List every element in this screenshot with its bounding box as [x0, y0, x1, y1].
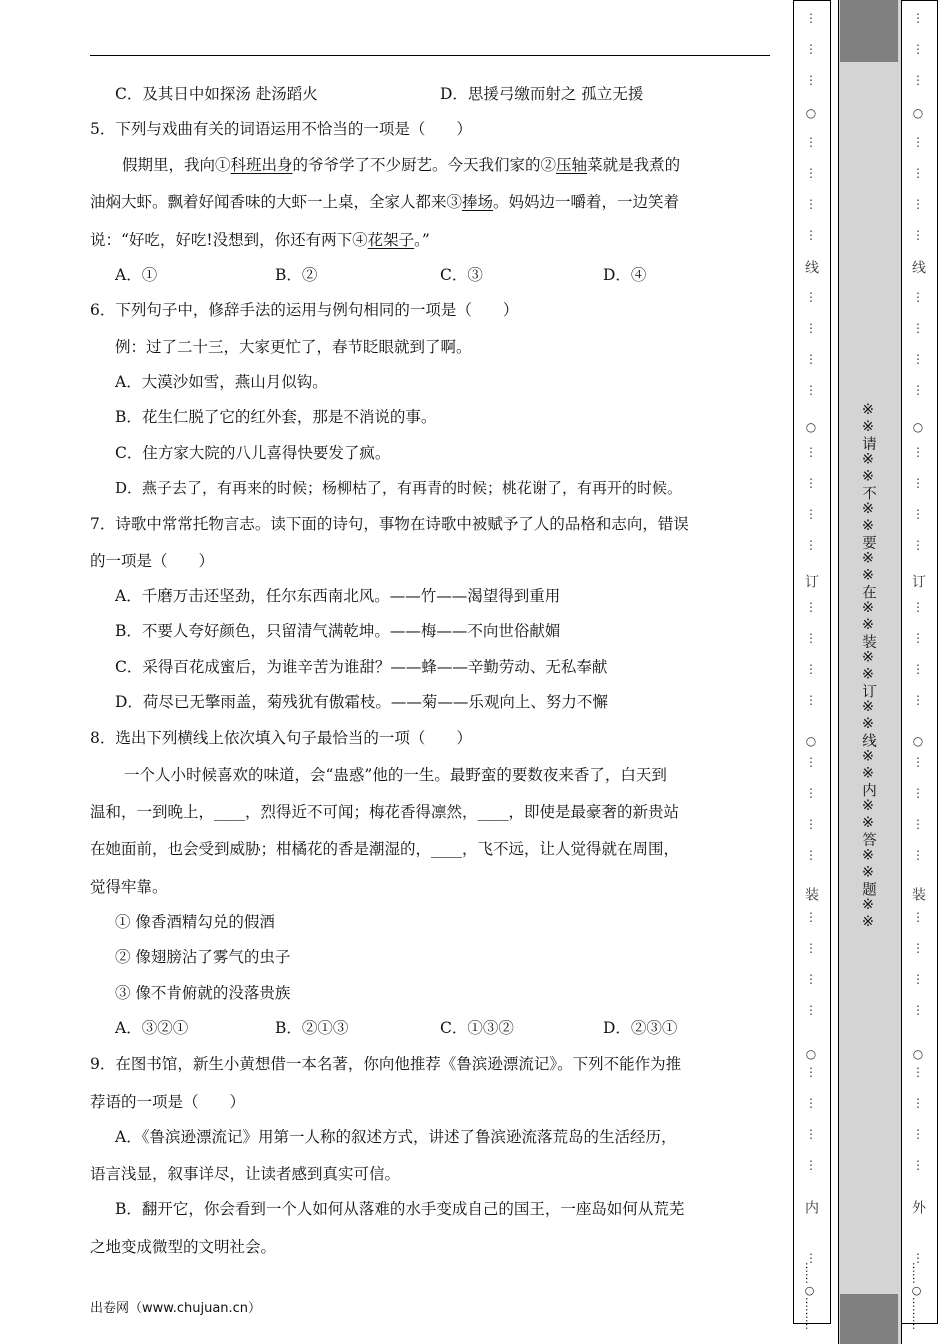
- q8-stem: 8．选出下列横线上依次填入句子最恰当的一项（ ）: [90, 729, 472, 747]
- inner-binding-label: 装: [803, 887, 819, 901]
- outer-binding-label: 线: [910, 260, 926, 274]
- inner-dot-mark: ⋮: [805, 166, 817, 180]
- binding-warning-text: ※※请※※不※※要※※在※※装※※订※※线※※内※※答※※题※※: [860, 402, 876, 931]
- outer-dot-mark: ⋮: [912, 693, 924, 707]
- q5-passage-line-1: [122, 155, 680, 175]
- outer-dot-mark: ⋮: [912, 135, 924, 149]
- q5-text: 油焖大虾。飘着好闻香味的大虾一上桌，全家人都来③: [90, 193, 463, 211]
- inner-dot-mark: ⋮: [805, 321, 817, 335]
- q5-underline-4: 花架子: [367, 231, 415, 249]
- inner-binding-label: 订: [803, 574, 819, 588]
- inner-dot-mark: ⋮: [805, 476, 817, 490]
- inner-dot-mark: ⋮: [805, 197, 817, 211]
- outer-dot-mark: ⋮: [912, 197, 924, 211]
- q7-stem-1: 7．诗歌中常常托物言志。读下面的诗句，事物在诗歌中被赋予了人的品格和志向，错误: [90, 515, 689, 533]
- inner-circle-mark: ○: [805, 1047, 817, 1061]
- inner-dot-mark: ⋮: [805, 42, 817, 56]
- inner-dot-mark: ⋮: [805, 1065, 817, 1079]
- inner-dot-mark: ⋮: [805, 972, 817, 986]
- outer-dot-mark: ⋮: [912, 817, 924, 831]
- q8-passage-1: 一个人小时候喜欢的味道，会“蛊惑”他的一生。最野蛮的要数夜来香了，白天到: [124, 766, 667, 784]
- q9-option-b-line-2: 之地变成微型的文明社会。: [90, 1238, 277, 1256]
- outer-dot-mark: ⋮: [912, 42, 924, 56]
- inner-dot-mark: ⋮: [805, 11, 817, 25]
- q5-text: 。”: [414, 231, 430, 249]
- outer-dot-mark: ⋮: [912, 910, 924, 924]
- outer-dot-mark: ⋮: [912, 662, 924, 676]
- outer-circle-mark: ○: [912, 106, 924, 120]
- q5-option-a: A．①: [115, 266, 158, 284]
- q7-option-d: D．荷尽已无擎雨盖，菊残犹有傲霜枝。——菊——乐观向上、努力不懈: [115, 693, 608, 711]
- q5-text: 。妈妈边一嚼着，一边笑着: [493, 193, 680, 211]
- outer-dot-mark: ⋮: [912, 73, 924, 87]
- inner-dot-mark: ⋮: [805, 290, 817, 304]
- q5-option-b: B．②: [275, 266, 318, 284]
- outer-dot-mark: ⋮: [912, 507, 924, 521]
- q5-stem: 5．下列与戏曲有关的词语运用不恰当的一项是（ ）: [90, 120, 472, 138]
- inner-dot-mark: ⋮: [805, 1251, 817, 1265]
- outer-dot-mark: ⋮: [912, 1127, 924, 1141]
- q5-underline-1: 科班出身: [230, 156, 293, 174]
- inner-dot-mark: ⋮: [805, 538, 817, 552]
- inner-dot-mark: ⋮: [805, 1096, 817, 1110]
- outer-dot-mark: ⋮: [912, 11, 924, 25]
- inner-end-mark: ……○………: [803, 1262, 816, 1330]
- outer-dot-mark: ⋮: [912, 941, 924, 955]
- outer-dot-mark: ⋮: [912, 538, 924, 552]
- inner-dot-mark: ⋮: [805, 941, 817, 955]
- inner-dot-mark: ⋮: [805, 352, 817, 366]
- inner-dot-mark: ⋮: [805, 383, 817, 397]
- q8-option-a: A．③②①: [115, 1019, 189, 1037]
- outer-dot-mark: ⋮: [912, 290, 924, 304]
- footer-source: 出卷网（www.chujuan.cn）: [90, 1301, 262, 1316]
- q5-underline-3: 捧场: [462, 193, 494, 211]
- outer-circle-mark: ○: [912, 734, 924, 748]
- outer-dot-mark: ⋮: [912, 383, 924, 397]
- inner-dot-mark: ⋮: [805, 135, 817, 149]
- outer-dot-mark: ⋮: [912, 445, 924, 459]
- q8-passage-4: 觉得牢靠。: [90, 878, 168, 896]
- q5-text: 菜就是我煮的: [587, 156, 681, 174]
- q6-option-a: A．大漠沙如雪，燕山月似钩。: [115, 373, 328, 391]
- q5-option-c: C．③: [440, 266, 483, 284]
- inner-dot-mark: ⋮: [805, 755, 817, 769]
- q6-example: 例：过了二十三，大家更忙了，春节眨眼就到了啊。: [115, 338, 472, 356]
- outer-dot-mark: ⋮: [912, 352, 924, 366]
- q9-option-a-line-2: 语言浅显，叙事详尽，让读者感到真实可信。: [90, 1165, 401, 1183]
- outer-dot-mark: ⋮: [912, 972, 924, 986]
- q5-option-d: D．④: [603, 266, 647, 284]
- outer-dot-mark: ⋮: [912, 848, 924, 862]
- inner-binding-label: 内: [803, 1200, 819, 1214]
- q8-option-d: D．②③①: [603, 1019, 678, 1037]
- inner-dot-mark: ⋮: [805, 910, 817, 924]
- q6-option-d: D．燕子去了，有再来的时候；杨柳枯了，有再青的时候；桃花谢了，有再开的时候。: [115, 479, 683, 497]
- q7-option-c: C．采得百花成蜜后，为谁辛苦为谁甜？——蜂——辛勤劳动、无私奉献: [115, 658, 608, 676]
- outer-dot-mark: ⋮: [912, 166, 924, 180]
- outer-binding-label: 订: [910, 574, 926, 588]
- inner-circle-mark: ○: [805, 420, 817, 434]
- inner-circle-mark: ○: [805, 106, 817, 120]
- outer-dot-mark: ⋮: [912, 321, 924, 335]
- outer-end-mark: ……○………: [910, 1262, 923, 1330]
- outer-dot-mark: ⋮: [912, 1003, 924, 1017]
- outer-binding-label: 装: [910, 887, 926, 901]
- q6-stem: 6．下列句子中，修辞手法的运用与例句相同的一项是（ ）: [90, 301, 519, 319]
- q6-option-b: B．花生仁脱了它的红外套，那是不消说的事。: [115, 408, 437, 426]
- inner-dot-mark: ⋮: [805, 631, 817, 645]
- q8-option-c: C．①③②: [440, 1019, 514, 1037]
- outer-dot-mark: ⋮: [912, 755, 924, 769]
- q8-option-b: B．②①③: [275, 1019, 349, 1037]
- inner-dot-mark: ⋮: [805, 600, 817, 614]
- q6-option-c: C．住方家大院的八儿喜得快要发了疯。: [115, 444, 391, 462]
- q9-stem-2: 荐语的一项是（ ）: [90, 1093, 246, 1111]
- outer-binding-label: 外: [910, 1200, 926, 1214]
- outer-dot-mark: ⋮: [912, 1158, 924, 1172]
- inner-dot-mark: ⋮: [805, 693, 817, 707]
- q5-passage-line-3: [90, 230, 430, 250]
- inner-dot-mark: ⋮: [805, 662, 817, 676]
- outer-dot-mark: ⋮: [912, 1065, 924, 1079]
- inner-dot-mark: ⋮: [805, 445, 817, 459]
- q9-option-b-line-1: B．翻开它，你会看到一个人如何从落难的水手变成自己的国王，一座岛如何从荒芜: [115, 1200, 685, 1218]
- inner-dot-mark: ⋮: [805, 848, 817, 862]
- outer-circle-mark: ○: [912, 420, 924, 434]
- q5-text: 说：“好吃，好吃!没想到，你还有两下④: [90, 231, 368, 249]
- inner-dot-mark: ⋮: [805, 817, 817, 831]
- q7-option-b: B．不要人夸好颜色，只留清气满乾坤。——梅——不向世俗献媚: [115, 622, 561, 640]
- q9-stem-1: 9．在图书馆，新生小黄想借一本名著，你向他推荐《鲁滨逊漂流记》。下列不能作为推: [90, 1055, 682, 1073]
- q8-item-3: ③ 像不肯俯就的没落贵族: [115, 984, 291, 1002]
- q8-passage-3: 在她面前，也会受到威胁；柑橘花的香是潮湿的，____，飞不远，让人觉得就在周围，: [90, 840, 680, 858]
- q5-text: 的爷爷学了不少厨艺。今天我们家的②: [292, 156, 557, 174]
- q8-item-2: ② 像翅膀沾了雾气的虫子: [115, 948, 291, 966]
- q8-item-1: ① 像香酒精勾兑的假酒: [115, 913, 275, 931]
- outer-dot-mark: ⋮: [912, 786, 924, 800]
- q9-option-a-line-1: A．《鲁滨逊漂流记》用第一人称的叙述方式，讲述了鲁滨逊流落荒岛的生活经历，: [115, 1128, 677, 1146]
- gray-block-bottom: [840, 1294, 898, 1344]
- inner-binding-label: 线: [803, 260, 819, 274]
- outer-dot-mark: ⋮: [912, 600, 924, 614]
- inner-dot-mark: ⋮: [805, 228, 817, 242]
- inner-dot-mark: ⋮: [805, 786, 817, 800]
- q5-passage-line-2: [90, 192, 679, 212]
- q4-option-d: D．思援弓缴而射之 孤立无援: [440, 85, 644, 103]
- q4-option-c: C．及其日中如探汤 赴汤蹈火: [115, 85, 318, 103]
- q5-underline-2: 压轴: [556, 156, 588, 174]
- inner-dot-mark: ⋮: [805, 1158, 817, 1172]
- q7-option-a: A．千磨万击还坚劲，任尔东西南北风。——竹——渴望得到重用: [115, 587, 561, 605]
- q8-passage-2: 温和，一到晚上，____，烈得近不可闻；梅花香得凛然，____，即使是最豪奢的新贵站: [90, 803, 680, 821]
- outer-dot-mark: ⋮: [912, 1096, 924, 1110]
- outer-dot-mark: ⋮: [912, 228, 924, 242]
- inner-dot-mark: ⋮: [805, 73, 817, 87]
- q7-stem-2: 的一项是（ ）: [90, 552, 215, 570]
- inner-dot-mark: ⋮: [805, 507, 817, 521]
- q5-text: 假期里，我向①: [122, 156, 231, 174]
- inner-dot-mark: ⋮: [805, 1127, 817, 1141]
- inner-circle-mark: ○: [805, 734, 817, 748]
- outer-circle-mark: ○: [912, 1047, 924, 1061]
- inner-dot-mark: ⋮: [805, 1003, 817, 1017]
- outer-dot-mark: ⋮: [912, 476, 924, 490]
- outer-dot-mark: ⋮: [912, 631, 924, 645]
- header-rule: [90, 55, 770, 56]
- outer-dot-mark: ⋮: [912, 1251, 924, 1265]
- gray-block-top: [840, 0, 898, 62]
